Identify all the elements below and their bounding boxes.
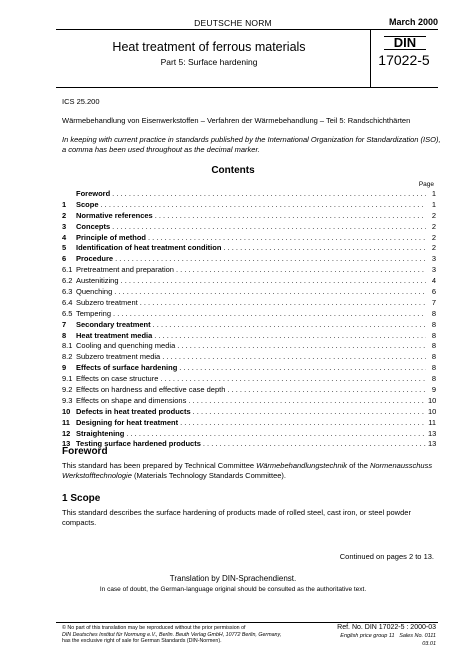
toc-entry-page: 2 <box>431 232 436 242</box>
toc-entry <box>62 320 436 331</box>
toc-entry-page: 8 <box>431 363 436 373</box>
toc-entry-number: 3 <box>62 221 67 231</box>
footer-rule <box>56 622 438 623</box>
toc-leader-dots <box>101 200 426 209</box>
toc-entry-page: 10 <box>428 395 436 405</box>
sales-number: Sales No. 0111 <box>399 633 436 639</box>
toc-leader-dots <box>153 320 426 329</box>
toc-entry-page: 4 <box>431 276 436 286</box>
toc-entry <box>62 341 436 352</box>
toc-entry-number: 9.3 <box>62 395 73 405</box>
document-title: Heat treatment of ferrous materials <box>112 40 306 54</box>
toc-entry-number: 1 <box>62 199 67 209</box>
din-logo: DIN <box>384 36 426 50</box>
header-bottom-rule <box>56 87 438 88</box>
toc-entry-page: 9 <box>431 385 436 395</box>
toc-entry-page: 8 <box>431 374 436 384</box>
toc-entry <box>62 222 436 233</box>
toc-entry-number: 10 <box>62 406 71 416</box>
toc-entry-label: Identification of heat treatment condition <box>76 243 222 253</box>
toc-leader-dots <box>177 341 426 350</box>
toc-entry-number: 9.1 <box>62 374 73 384</box>
toc-entry-label: Austenitizing <box>76 276 119 286</box>
toc-entry-page: 2 <box>431 243 436 253</box>
toc-leader-dots <box>113 309 426 318</box>
toc-leader-dots <box>176 265 426 274</box>
toc-entry-number: 6.1 <box>62 265 73 275</box>
toc-entry-page: 6 <box>431 287 436 297</box>
toc-entry <box>62 309 436 320</box>
toc-entry-page: 13 <box>428 428 436 438</box>
toc-entry-page: 2 <box>431 221 436 231</box>
toc-entry-label: Effects on hardness and effective case depth <box>76 385 226 395</box>
toc-leader-dots <box>193 407 426 416</box>
toc-entry-number: 7 <box>62 319 67 329</box>
toc-leader-dots <box>112 189 426 198</box>
toc-entry <box>62 211 436 222</box>
reference-number: Ref. No. DIN 17022-5 : 2000-03 <box>337 624 436 631</box>
toc-entry <box>62 363 436 374</box>
toc-entry-number: 6.4 <box>62 297 73 307</box>
toc-entry <box>62 233 436 244</box>
toc-leader-dots <box>227 385 426 394</box>
toc-entry-page: 8 <box>431 341 436 351</box>
toc-entry-label: Pretreatment and preparation <box>76 265 174 275</box>
toc-entry <box>62 439 436 450</box>
table-of-contents <box>62 189 436 450</box>
toc-entry <box>62 276 436 287</box>
foreword-heading: Foreword <box>62 446 108 457</box>
toc-leader-dots <box>115 254 426 263</box>
scope-heading: 1 Scope <box>62 493 101 504</box>
document-number: 17022-5 <box>378 52 430 68</box>
authoritative-text-note: In case of doubt, the German-language original should be consulted as the authoritative text. <box>99 586 367 593</box>
toc-entry-number: 8.2 <box>62 352 73 362</box>
toc-entry <box>62 200 436 211</box>
scope-text: This standard describes the surface hardening of products made of rolled steel, cast iron, or steel powder compacts. <box>62 508 411 527</box>
copyright-line-2: DIN Deutsches Institut für Normung e.V., Berlin. Beuth Verlag GmbH, 10772 Berlin, Germany, <box>62 631 282 638</box>
toc-leader-dots <box>160 374 426 383</box>
toc-entry-label: Normative references <box>76 210 153 220</box>
document-subtitle: Part 5: Surface hardening <box>160 57 258 67</box>
toc-leader-dots <box>155 211 426 220</box>
header-date: March 2000 <box>388 17 438 27</box>
toc-entry-number: 13 <box>62 439 71 449</box>
header-standard-type: DEUTSCHE NORM <box>194 18 272 28</box>
price-info <box>337 632 436 640</box>
edition-code: 03.01 <box>422 641 436 647</box>
toc-entry-page: 8 <box>431 330 436 340</box>
copyright-notice <box>62 625 312 645</box>
toc-entry-label: Concepts <box>76 221 111 231</box>
toc-entry-number: 12 <box>62 428 71 438</box>
toc-entry <box>62 418 436 429</box>
toc-entry-label: Quenching <box>76 287 113 297</box>
toc-entry-number: 8 <box>62 330 67 340</box>
toc-entry-label: Defects in heat treated products <box>76 406 191 416</box>
toc-entry <box>62 396 436 407</box>
toc-leader-dots <box>179 363 426 372</box>
toc-entry-number: 6.2 <box>62 276 73 286</box>
toc-entry <box>62 352 436 363</box>
toc-entry-number: 2 <box>62 210 67 220</box>
toc-entry-label: Subzero treatment <box>76 297 138 307</box>
toc-entry-page: 11 <box>428 417 436 427</box>
toc-entry-label: Heat treatment media <box>76 330 153 340</box>
toc-entry-label: Secondary treatment <box>76 319 151 329</box>
toc-entry-label: Straightening <box>76 428 125 438</box>
contents-heading: Contents <box>211 165 255 176</box>
toc-entry-number: 6.3 <box>62 287 73 297</box>
toc-entry <box>62 298 436 309</box>
toc-entry <box>62 429 436 440</box>
toc-entry-number: 9 <box>62 363 67 373</box>
decimal-marker-note: In keeping with current practice in standards published by the International Organization for Standardization (ISO), a comma has been used throughout as the decimal marker. <box>62 135 441 154</box>
toc-entry <box>62 331 436 342</box>
reference-block <box>337 624 436 648</box>
toc-entry <box>62 254 436 265</box>
toc-leader-dots <box>162 352 426 361</box>
toc-entry-number: 11 <box>62 417 70 427</box>
toc-entry-label: Designing for heat treatment <box>76 417 179 427</box>
toc-entry-page: 10 <box>428 406 436 416</box>
toc-entry-label: Subzero treatment media <box>76 352 161 362</box>
toc-entry-page: 7 <box>431 297 436 307</box>
toc-entry-page: 8 <box>431 319 436 329</box>
toc-entry-label: Cooling and quenching media <box>76 341 176 351</box>
toc-entry-label: Testing surface hardened products <box>76 439 201 449</box>
toc-entry-page: 1 <box>431 199 436 209</box>
toc-leader-dots <box>112 222 426 231</box>
copyright-line-3: has the exclusive right of sale for German Standards (DIN-Normen). <box>62 638 222 644</box>
contents-page-label: Page <box>418 181 434 188</box>
toc-entry-page: 3 <box>431 265 436 275</box>
toc-leader-dots <box>188 396 426 405</box>
toc-entry-number: 6.5 <box>62 308 73 318</box>
toc-entry <box>62 243 436 254</box>
toc-leader-dots <box>180 418 426 427</box>
toc-entry-label: Effects on case structure <box>76 374 159 384</box>
toc-leader-dots <box>114 287 426 296</box>
toc-entry-page: 3 <box>431 254 436 264</box>
ics-code: ICS 25.200 <box>62 97 100 106</box>
foreword-text: This standard has been prepared by Technical Committee Wärmebehandlungstechnik of the Normenausschuss Werkstofftechnologie (Materials Technology Standards Committee). <box>62 461 433 480</box>
toc-entry-number: 6 <box>62 254 67 264</box>
toc-entry-page: 8 <box>431 352 436 362</box>
toc-entry-number: 9.2 <box>62 385 73 395</box>
toc-leader-dots <box>121 276 426 285</box>
toc-entry <box>62 287 436 298</box>
toc-entry-label: Effects of surface hardening <box>76 363 178 373</box>
toc-entry-number: 5 <box>62 243 67 253</box>
toc-entry-page: 1 <box>431 189 436 198</box>
toc-entry-number: 8.1 <box>62 341 73 351</box>
toc-entry-page: 13 <box>428 439 436 449</box>
copyright-line-1: © No part of this translation may be reproduced without the prior permission of <box>62 625 246 631</box>
toc-leader-dots <box>126 429 426 438</box>
toc-entry-page: 8 <box>431 308 436 318</box>
german-title: Wärmebehandlung von Eisenwerkstoffen – Verfahren der Wärmebehandlung – Teil 5: Randschichthärten <box>62 116 411 125</box>
price-group: English price group 11 <box>340 633 395 639</box>
toc-leader-dots <box>223 243 426 252</box>
toc-entry-label: Procedure <box>76 254 114 264</box>
toc-entry-label: Effects on shape and dimensions <box>76 395 187 405</box>
toc-entry-label: Principle of method <box>76 232 147 242</box>
toc-leader-dots <box>148 233 426 242</box>
toc-entry-label: Scope <box>76 199 99 209</box>
toc-entry <box>62 385 436 396</box>
toc-entry-page: 2 <box>431 210 436 220</box>
toc-entry <box>62 189 436 200</box>
toc-leader-dots <box>140 298 426 307</box>
toc-entry-number: 4 <box>62 232 67 242</box>
toc-leader-dots <box>203 439 426 448</box>
translation-credit: Translation by DIN-Sprachendienst. <box>169 574 297 583</box>
toc-entry <box>62 407 436 418</box>
toc-leader-dots <box>154 331 426 340</box>
toc-entry <box>62 374 436 385</box>
toc-entry-label: Foreword <box>76 189 111 198</box>
toc-entry <box>62 265 436 276</box>
header-top-rule <box>56 29 438 30</box>
continued-note: Continued on pages 2 to 13. <box>339 552 434 561</box>
toc-entry-label: Tempering <box>76 308 112 318</box>
